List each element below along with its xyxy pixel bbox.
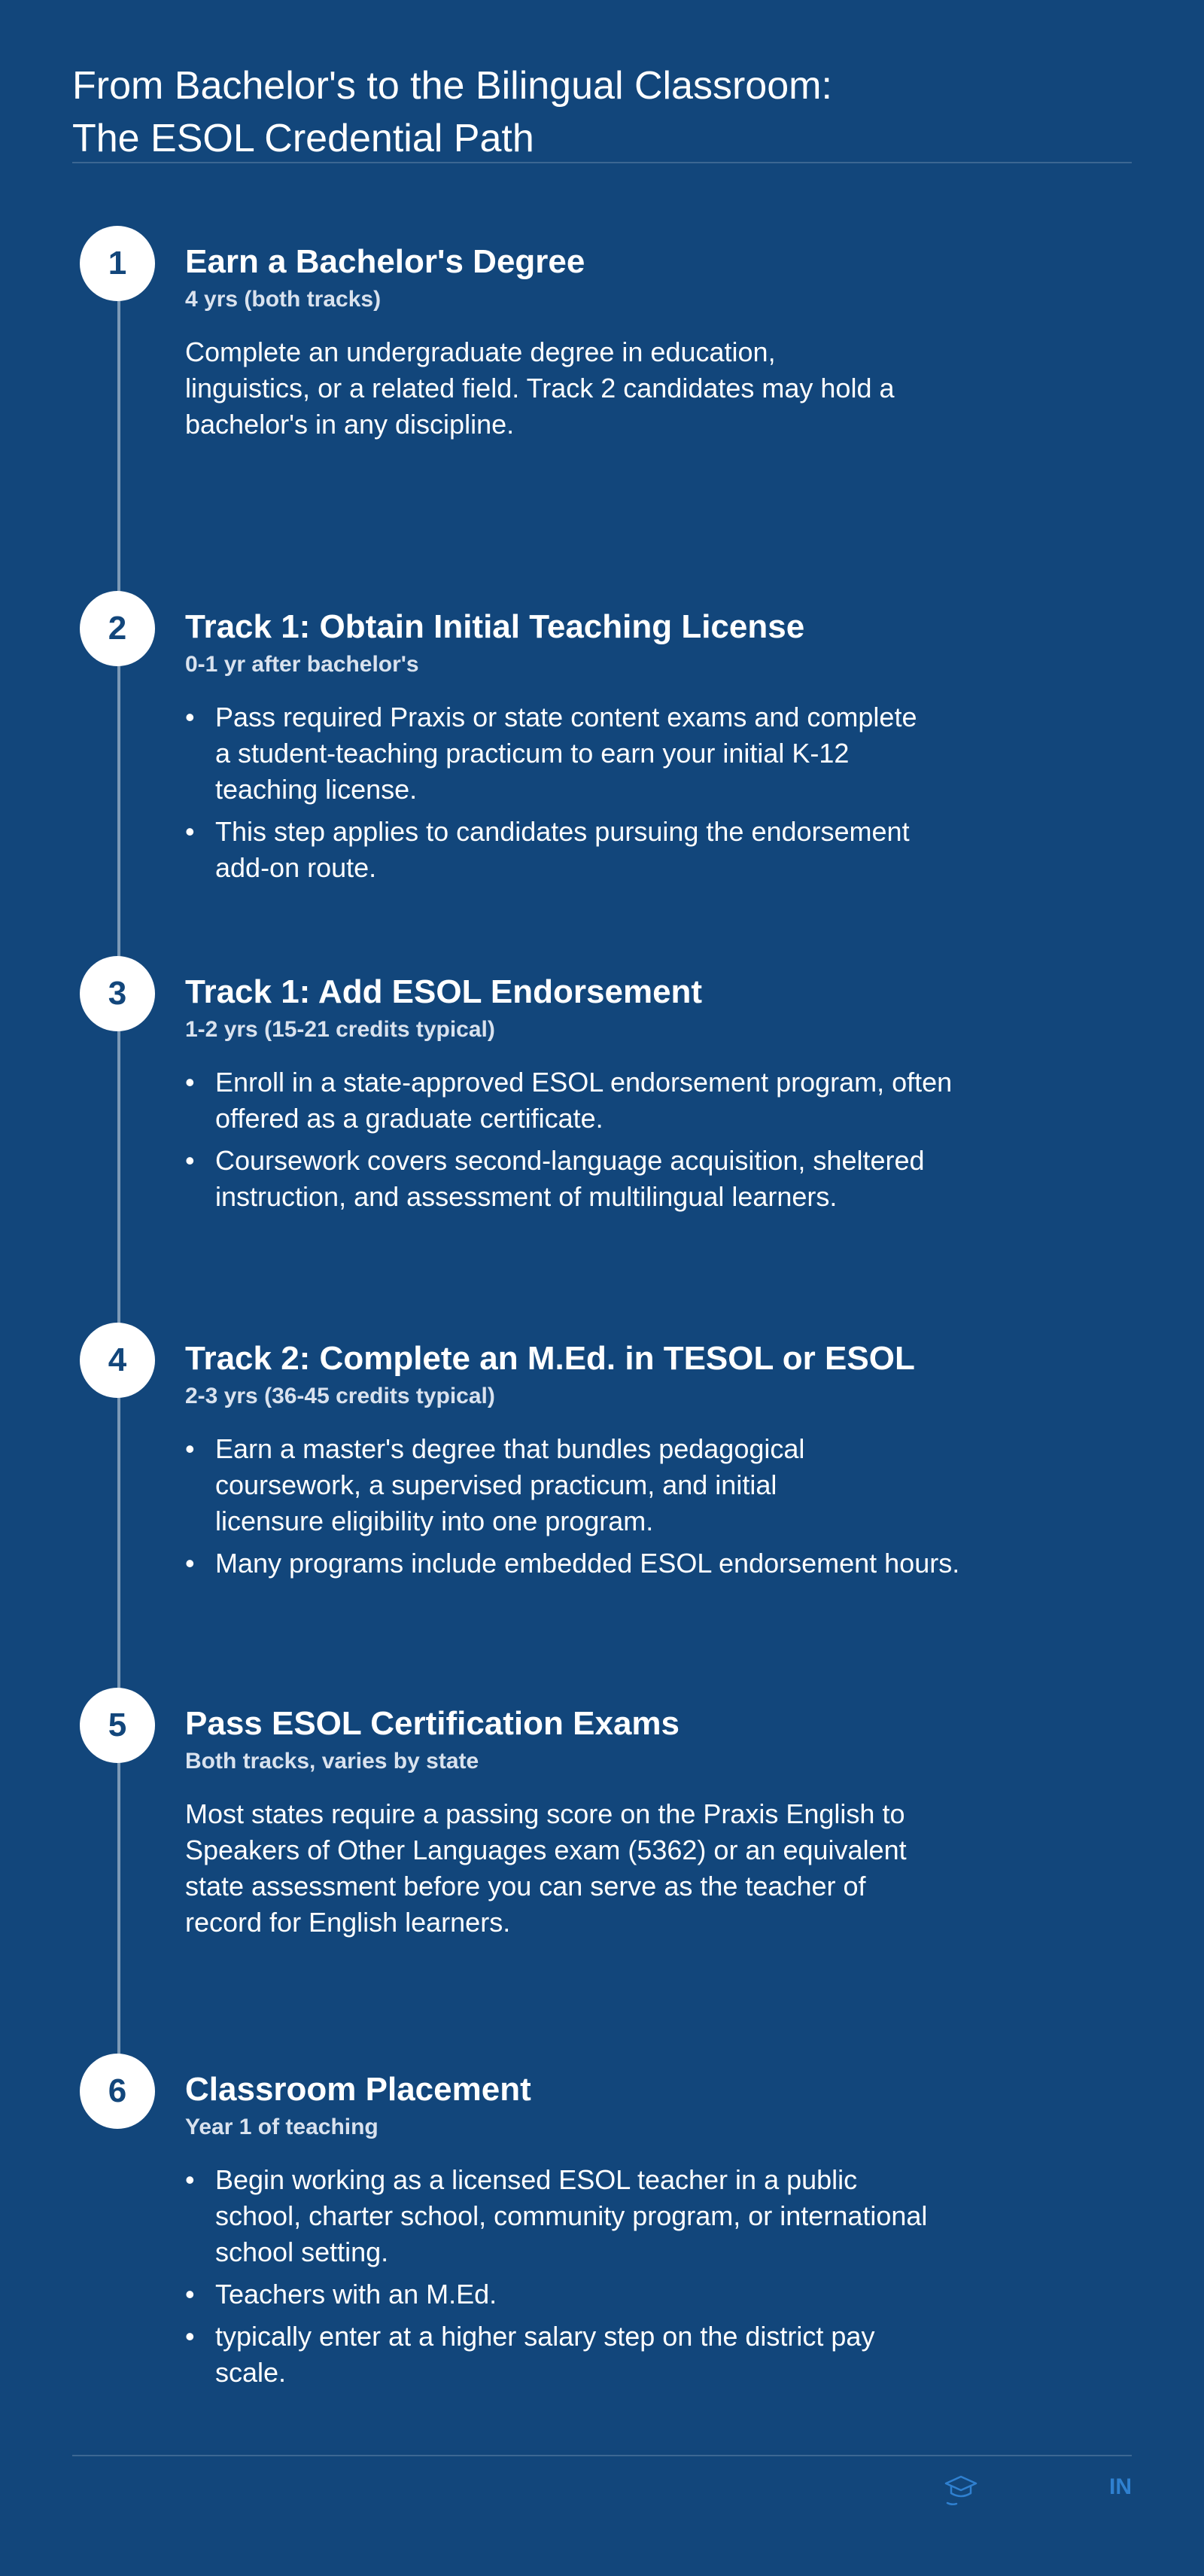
step-bullet-item: • typically enter at a higher salary step on the district pay scale. <box>185 2319 938 2391</box>
timeline-line <box>117 262 120 2091</box>
step-number-badge: 2 <box>80 591 155 666</box>
step-content <box>185 1703 938 1941</box>
step-bullet-item: • Teachers with an M.Ed. <box>185 2276 938 2313</box>
step-title: Earn a Bachelor's Degree <box>185 243 585 280</box>
step-title: Pass ESOL Certification Exams <box>185 1705 680 1742</box>
step-duration: 1-2 yrs (15-21 credits typical) <box>185 1017 495 1042</box>
page-title-line-2: The ESOL Credential Path <box>72 116 534 160</box>
step-title: Classroom Placement <box>185 2071 531 2108</box>
step-bullet-item: • Coursework covers second-language acquisition, sheltered instruction, and assessment of multilingual learners. <box>185 1143 998 1215</box>
step-content <box>185 1338 1066 1588</box>
step-content <box>185 606 938 892</box>
step-bullet-item: • This step applies to candidates pursuing the endorsement add-on route. <box>185 814 938 886</box>
page-title-line-1: From Bachelor's to the Bilingual Classroom: <box>72 63 832 108</box>
step-duration: Year 1 of teaching <box>185 2115 379 2139</box>
step-number-badge: 3 <box>80 956 155 1031</box>
step-content <box>185 2069 938 2397</box>
graduation-cap-icon <box>941 2471 981 2510</box>
step-content <box>185 241 900 443</box>
step-bullet-list <box>185 1431 1066 1582</box>
step-bullet-list <box>185 2162 938 2391</box>
step-bullet-item: • Many programs include embedded ESOL endorsement hours. <box>185 1545 1066 1582</box>
step-title: Track 1: Add ESOL Endorsement <box>185 973 703 1010</box>
infographic-page <box>72 0 1132 2576</box>
footer-divider <box>72 2455 1132 2456</box>
step-title: Track 2: Complete an M.Ed. in TESOL or ESOL <box>185 1340 915 1377</box>
step-duration: 2-3 yrs (36-45 credits typical) <box>185 1384 495 1408</box>
step-bullet-list <box>185 699 938 886</box>
footer-mark: IN <box>1109 2474 1132 2499</box>
page-title <box>72 59 1050 165</box>
step-content <box>185 971 998 1221</box>
step-bullet-item: • Begin working as a licensed ESOL teacher in a public school, charter school, community program, or international school setting. <box>185 2162 938 2270</box>
step-description: Most states require a passing score on the Praxis English to Speakers of Other Languages exam (5362) or an equivalent state assessment before you can serve as the teacher of record for English learners. <box>185 1798 907 1938</box>
step-bullet-item: • Enroll in a state-approved ESOL endorsement program, often offered as a graduate certificate. <box>185 1064 998 1137</box>
step-bullet-item: • Pass required Praxis or state content exams and complete a student-teaching practicum to earn your initial K-12 teaching license. <box>185 699 938 808</box>
header-divider <box>72 162 1132 163</box>
step-duration: 0-1 yr after bachelor's <box>185 652 419 677</box>
step-duration: 4 yrs (both tracks) <box>185 287 382 312</box>
step-bullet-list <box>185 1064 998 1215</box>
step-duration: Both tracks, varies by state <box>185 1749 479 1774</box>
step-number-badge: 4 <box>80 1323 155 1398</box>
step-title: Track 1: Obtain Initial Teaching License <box>185 608 805 645</box>
step-number-badge: 5 <box>80 1688 155 1763</box>
step-description: Complete an undergraduate degree in education, linguistics, or a related field. Track 2 candidates may hold a bachelor's in any discipline. <box>185 336 895 440</box>
step-number-badge: 1 <box>80 226 155 301</box>
step-number-badge: 6 <box>80 2054 155 2129</box>
step-bullet-item: • Earn a master's degree that bundles pedagogical coursework, a supervised practicum, and initial licensure eligibility into one program. <box>185 1431 877 1539</box>
